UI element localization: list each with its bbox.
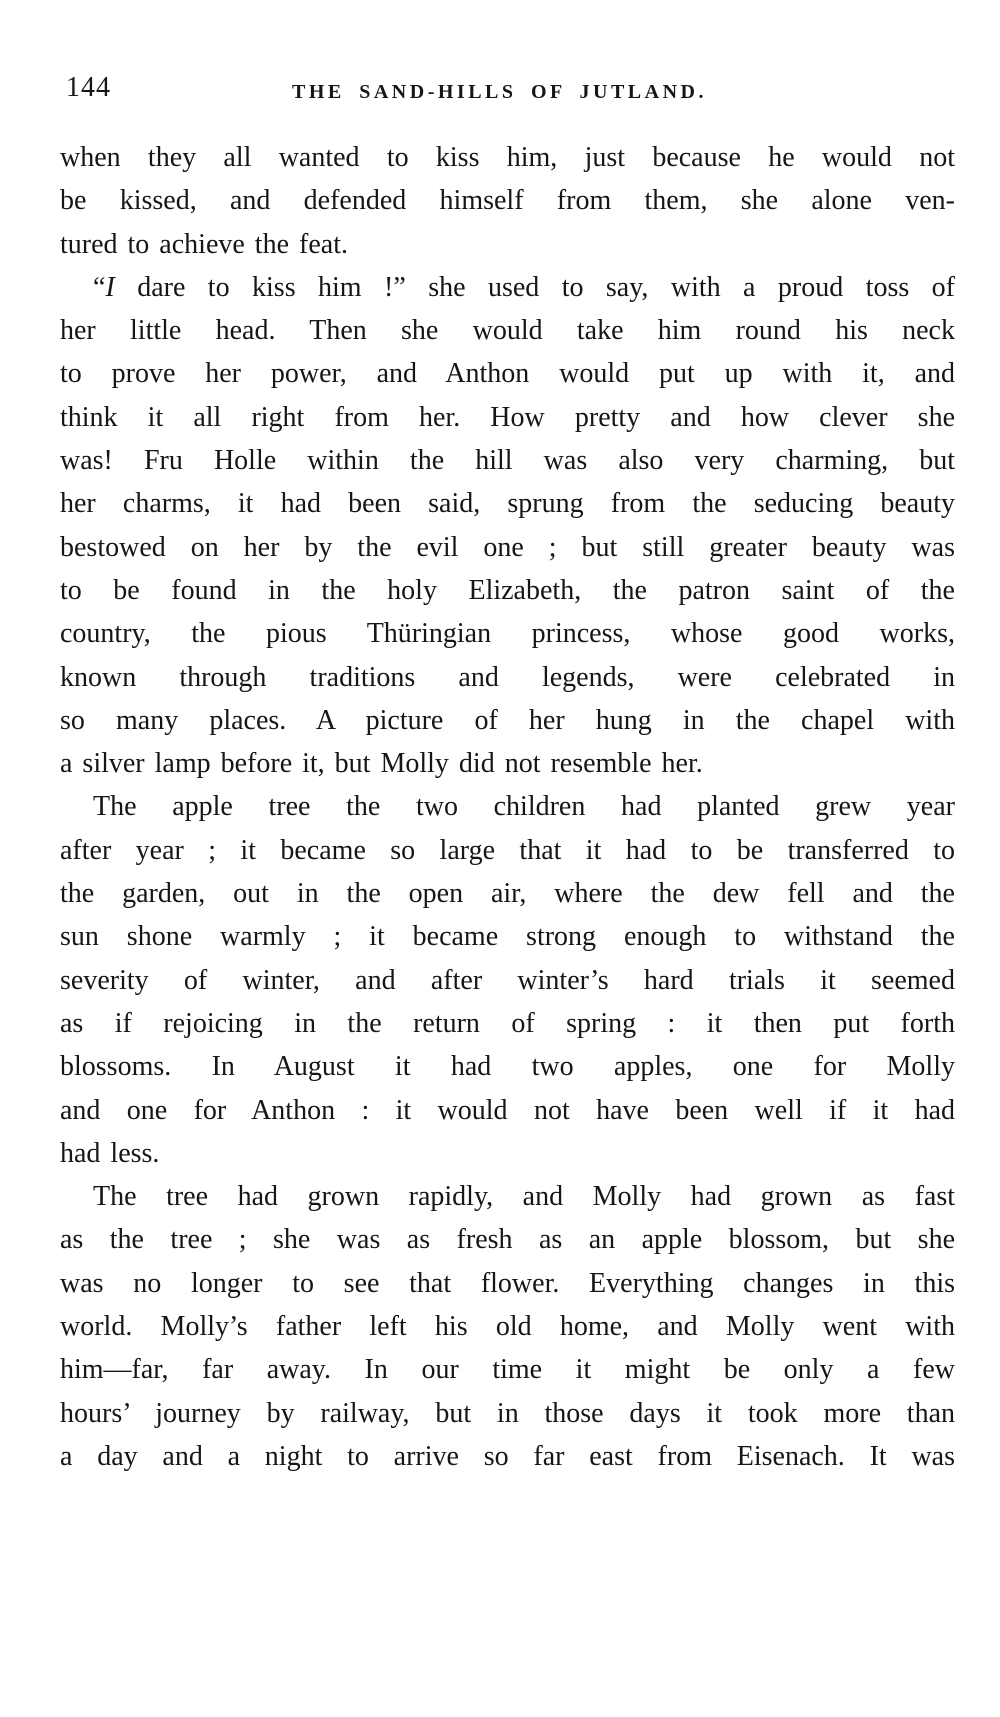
text-line: a silver lamp before it, but Molly did not resemble her. <box>60 748 703 780</box>
text-line: to be found in the holy Elizabeth, the patron saint of the <box>60 574 955 606</box>
paragraph <box>60 136 955 266</box>
text-line: The tree had grown rapidly, and Molly had grown as fast <box>93 1181 955 1213</box>
body-text <box>60 136 955 1478</box>
text-line: had less. <box>60 1137 160 1169</box>
text-line: to prove her power, and Anthon would put up with it, and <box>60 358 955 390</box>
paragraph <box>60 785 955 1175</box>
text-line: country, the pious Thüringian princess, whose good works, <box>60 618 955 650</box>
text-line: severity of winter, and after winter’s hard trials it seemed <box>60 964 955 996</box>
text-line: when they all wanted to kiss him, just because he would not <box>60 142 955 173</box>
text-line: so many places. A picture of her hung in the chapel with <box>60 704 955 736</box>
text-line: blossoms. In August it had two apples, one for Molly <box>60 1051 955 1083</box>
text-line: think it all right from her. How pretty and how clever she <box>60 401 955 433</box>
text-line: a day and a night to arrive so far east from Eisenach. It was <box>60 1440 955 1472</box>
text-line: was no longer to see that flower. Everything changes in this <box>60 1267 955 1299</box>
text-line: the garden, out in the open air, where the dew fell and the <box>60 878 955 910</box>
text-line: sun shone warmly ; it became strong enough to withstand the <box>60 921 955 953</box>
text-line: tured to achieve the feat. <box>60 228 348 260</box>
paragraph <box>60 266 955 786</box>
text-line: and one for Anthon : it would not have been well if it had <box>60 1094 955 1126</box>
text-line: him—far, far away. In our time it might be only a few <box>60 1354 955 1386</box>
text-line: The apple tree the two children had planted grew year <box>93 791 955 823</box>
text-line: as the tree ; she was as fresh as an apple blossom, but she <box>60 1224 955 1256</box>
text-line: hours’ journey by railway, but in those days it took more than <box>60 1397 955 1429</box>
paragraph <box>60 1175 955 1478</box>
text-line: after year ; it became so large that it had to be transferred to <box>60 834 955 866</box>
text-line: known through traditions and legends, were celebrated in <box>60 661 955 693</box>
text-line: be kissed, and defended himself from them, she alone ven- <box>60 185 955 217</box>
text-line: world. Molly’s father left his old home, and Molly went with <box>60 1311 955 1343</box>
text-line: “I dare to kiss him !” she used to say, with a proud toss of <box>93 271 955 303</box>
text-line: as if rejoicing in the return of spring : it then put forth <box>60 1007 955 1039</box>
page-header <box>60 72 955 118</box>
page-number: 144 <box>66 72 111 103</box>
running-title: THE SAND-HILLS OF JUTLAND. <box>292 81 707 103</box>
text-line: bestowed on her by the evil one ; but still greater beauty was <box>60 531 955 563</box>
text-line: her little head. Then she would take him round his neck <box>60 315 955 347</box>
text-line: was! Fru Holle within the hill was also very charming, but <box>60 445 955 477</box>
text-line: her charms, it had been said, sprung from the seducing beauty <box>60 488 955 520</box>
